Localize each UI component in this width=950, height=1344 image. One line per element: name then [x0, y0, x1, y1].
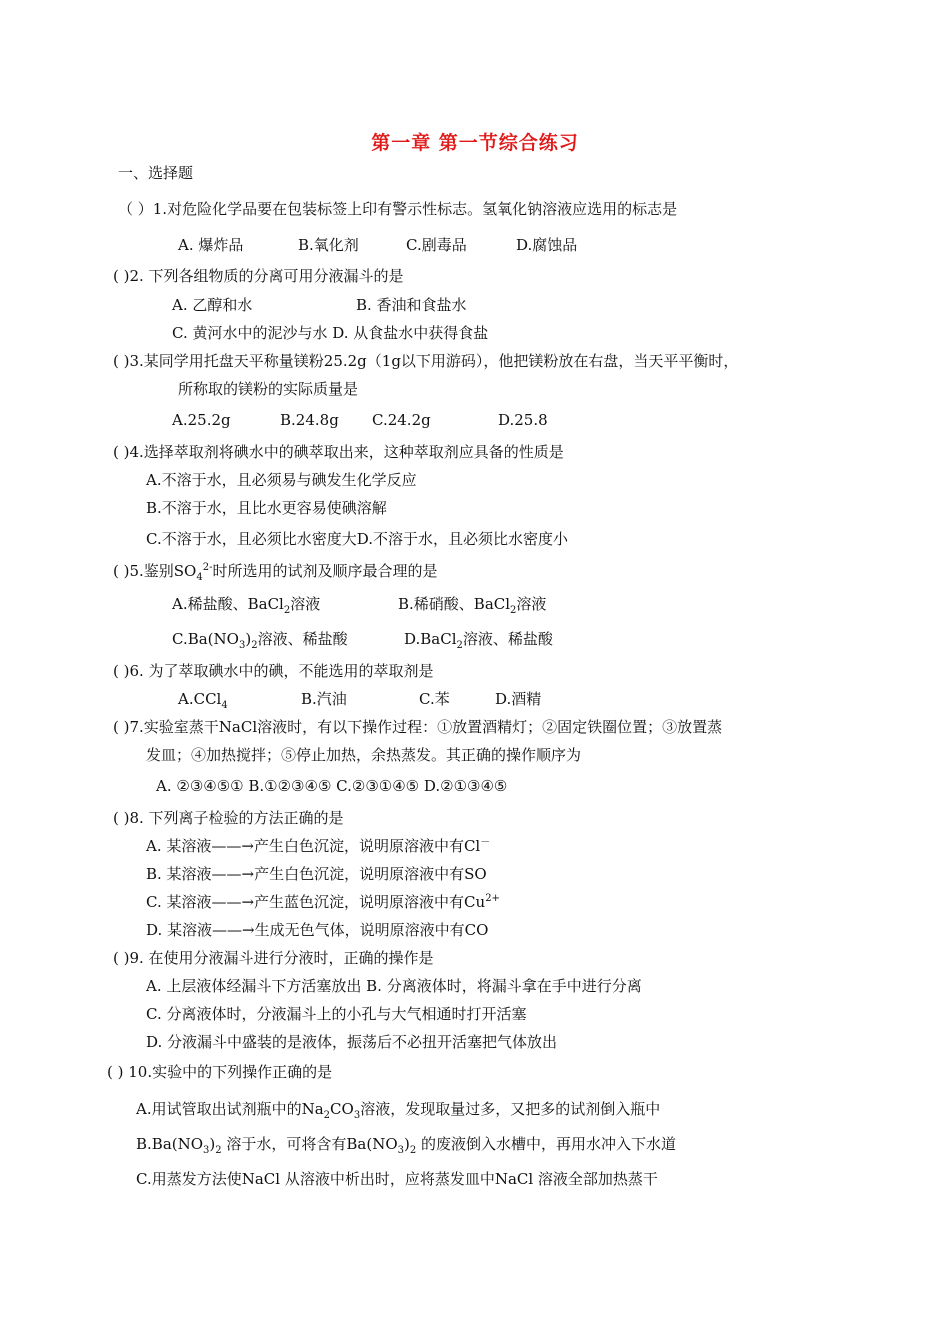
q8-option-b: B. 某溶液——→产生白色沉淀，说明原溶液中有SO	[146, 865, 487, 883]
q7-options: A. ②③④⑤① B.①②③④⑤ C.②③①④⑤ D.②①③④⑤	[156, 777, 508, 795]
q5-option-d: D.BaCl$_2$溶液、稀盐酸	[404, 630, 553, 651]
q9-stem: ( )9. 在使用分液漏斗进行分液时，正确的操作是	[113, 949, 434, 967]
q6-stem: ( )6. 为了萃取碘水中的碘，不能选用的萃取剂是	[113, 662, 434, 680]
q10-option-c: C.用蒸发方法使NaCl 从溶液中析出时，应将蒸发皿中NaCl 溶液全部加热蒸干	[136, 1170, 658, 1188]
q3-stem-1: ( )3.某同学用托盘天平称量镁粉25.2g（1g以下用游码），他把镁粉放在右盘，当天平平衡时，	[113, 352, 739, 370]
q1-options	[178, 235, 577, 255]
q6-options	[178, 689, 541, 709]
q8-stem: ( )8. 下列离子检验的方法正确的是	[113, 809, 344, 827]
q3-option-c: C.24.2g	[372, 411, 431, 429]
q3-options	[172, 410, 548, 430]
q8-option-a: A. 某溶液——→产生白色沉淀，说明原溶液中有Cl－	[146, 837, 491, 855]
q9-options-ab: A. 上层液体经漏斗下方活塞放出 B. 分离液体时，将漏斗拿在手中进行分离	[146, 977, 642, 995]
q1-option-b: B.氧化剂	[298, 236, 359, 254]
q6-option-c: C.苯	[419, 690, 450, 708]
q6-option-d: D.酒精	[495, 690, 542, 708]
q4-stem: ( )4.选择萃取剂将碘水中的碘萃取出来，这种萃取剂应具备的性质是	[113, 443, 564, 461]
q2-stem: ( )2. 下列各组物质的分离可用分液漏斗的是	[113, 267, 404, 285]
q4-options-cd: C.不溶于水，且必须比水密度大D.不溶于水，且必须比水密度小	[146, 530, 568, 548]
q2-options-ab	[172, 295, 467, 315]
q9-option-c: C. 分离液体时，分液漏斗上的小孔与大气相通时打开活塞	[146, 1005, 527, 1023]
q3-option-a: A.25.2g	[172, 411, 231, 429]
q10-option-b: $B.Ba(NO_3)_2$ 溶于水，可将含有$Ba(NO_3)_2$ 的废液倒入水槽中，再用水冲入下水道	[136, 1135, 677, 1156]
q9-option-d: D. 分液漏斗中盛装的是液体，振荡后不必扭开活塞把气体放出	[146, 1033, 558, 1051]
q5-stem: ( )5.鉴别$SO_4^{2-}$时所选用的试剂及顺序最合理的是	[113, 562, 438, 583]
q7-stem-1: ( )7.实验室蒸干NaCl溶液时，有以下操作过程：①放置酒精灯；②固定铁圈位置；③放置蒸	[113, 718, 723, 736]
page-title: 第一章 第一节综合练习	[371, 132, 579, 154]
q8-option-c: C. 某溶液——→产生蓝色沉淀，说明原溶液中有$Cu^{2+}$	[146, 893, 500, 911]
q5-option-c: $C.Ba(NO_3)_2$溶液、稀盐酸	[172, 630, 348, 651]
q3-option-b: B.24.8g	[280, 411, 339, 429]
q5-option-a: A.稀盐酸、BaCl$_2$溶液	[172, 595, 321, 616]
q1-option-c: C.剧毒品	[406, 236, 467, 254]
q5-options-cd	[172, 629, 553, 649]
q7-stem-2: 发皿；④加热搅拌；⑤停止加热，余热蒸发。其正确的操作顺序为	[146, 746, 582, 764]
q10-option-a: A.用试管取出试剂瓶中的$Na_2CO_3$溶液，发现取量过多，又把多的试剂倒入瓶中	[136, 1100, 661, 1121]
q1-option-d: D.腐蚀品	[516, 236, 578, 254]
q2-option-b: B. 香油和食盐水	[356, 296, 467, 314]
q8-option-d: D. 某溶液——→生成无色气体，说明原溶液中有CO	[146, 921, 489, 939]
q4-option-b: B.不溶于水，且比水更容易使碘溶解	[146, 499, 387, 517]
q2-option-a: A. 乙醇和水	[172, 296, 253, 314]
q5-option-b: B.稀硝酸、BaCl$_2$溶液	[398, 595, 547, 616]
q5-options-ab	[172, 594, 546, 614]
q6-option-a: A.CCl$_4$	[178, 690, 228, 711]
q10-stem: ( ) 10.实验中的下列操作正确的是	[107, 1063, 333, 1081]
q3-option-d: D.25.8	[498, 411, 548, 429]
q6-option-b: B.汽油	[301, 690, 347, 708]
q1-option-a: A. 爆炸品	[178, 236, 244, 254]
q2-options-cd: C. 黄河水中的泥沙与水 D. 从食盐水中获得食盐	[172, 324, 489, 342]
q3-stem-2: 所称取的镁粉的实际质量是	[178, 380, 359, 398]
q4-option-a: A.不溶于水，且必须易与碘发生化学反应	[146, 471, 417, 489]
section-heading: 一、选择题	[118, 164, 194, 182]
q1-stem: （ ）1.对危险化学品要在包装标签上印有警示性标志。氢氧化钠溶液应选用的标志是	[118, 200, 678, 218]
